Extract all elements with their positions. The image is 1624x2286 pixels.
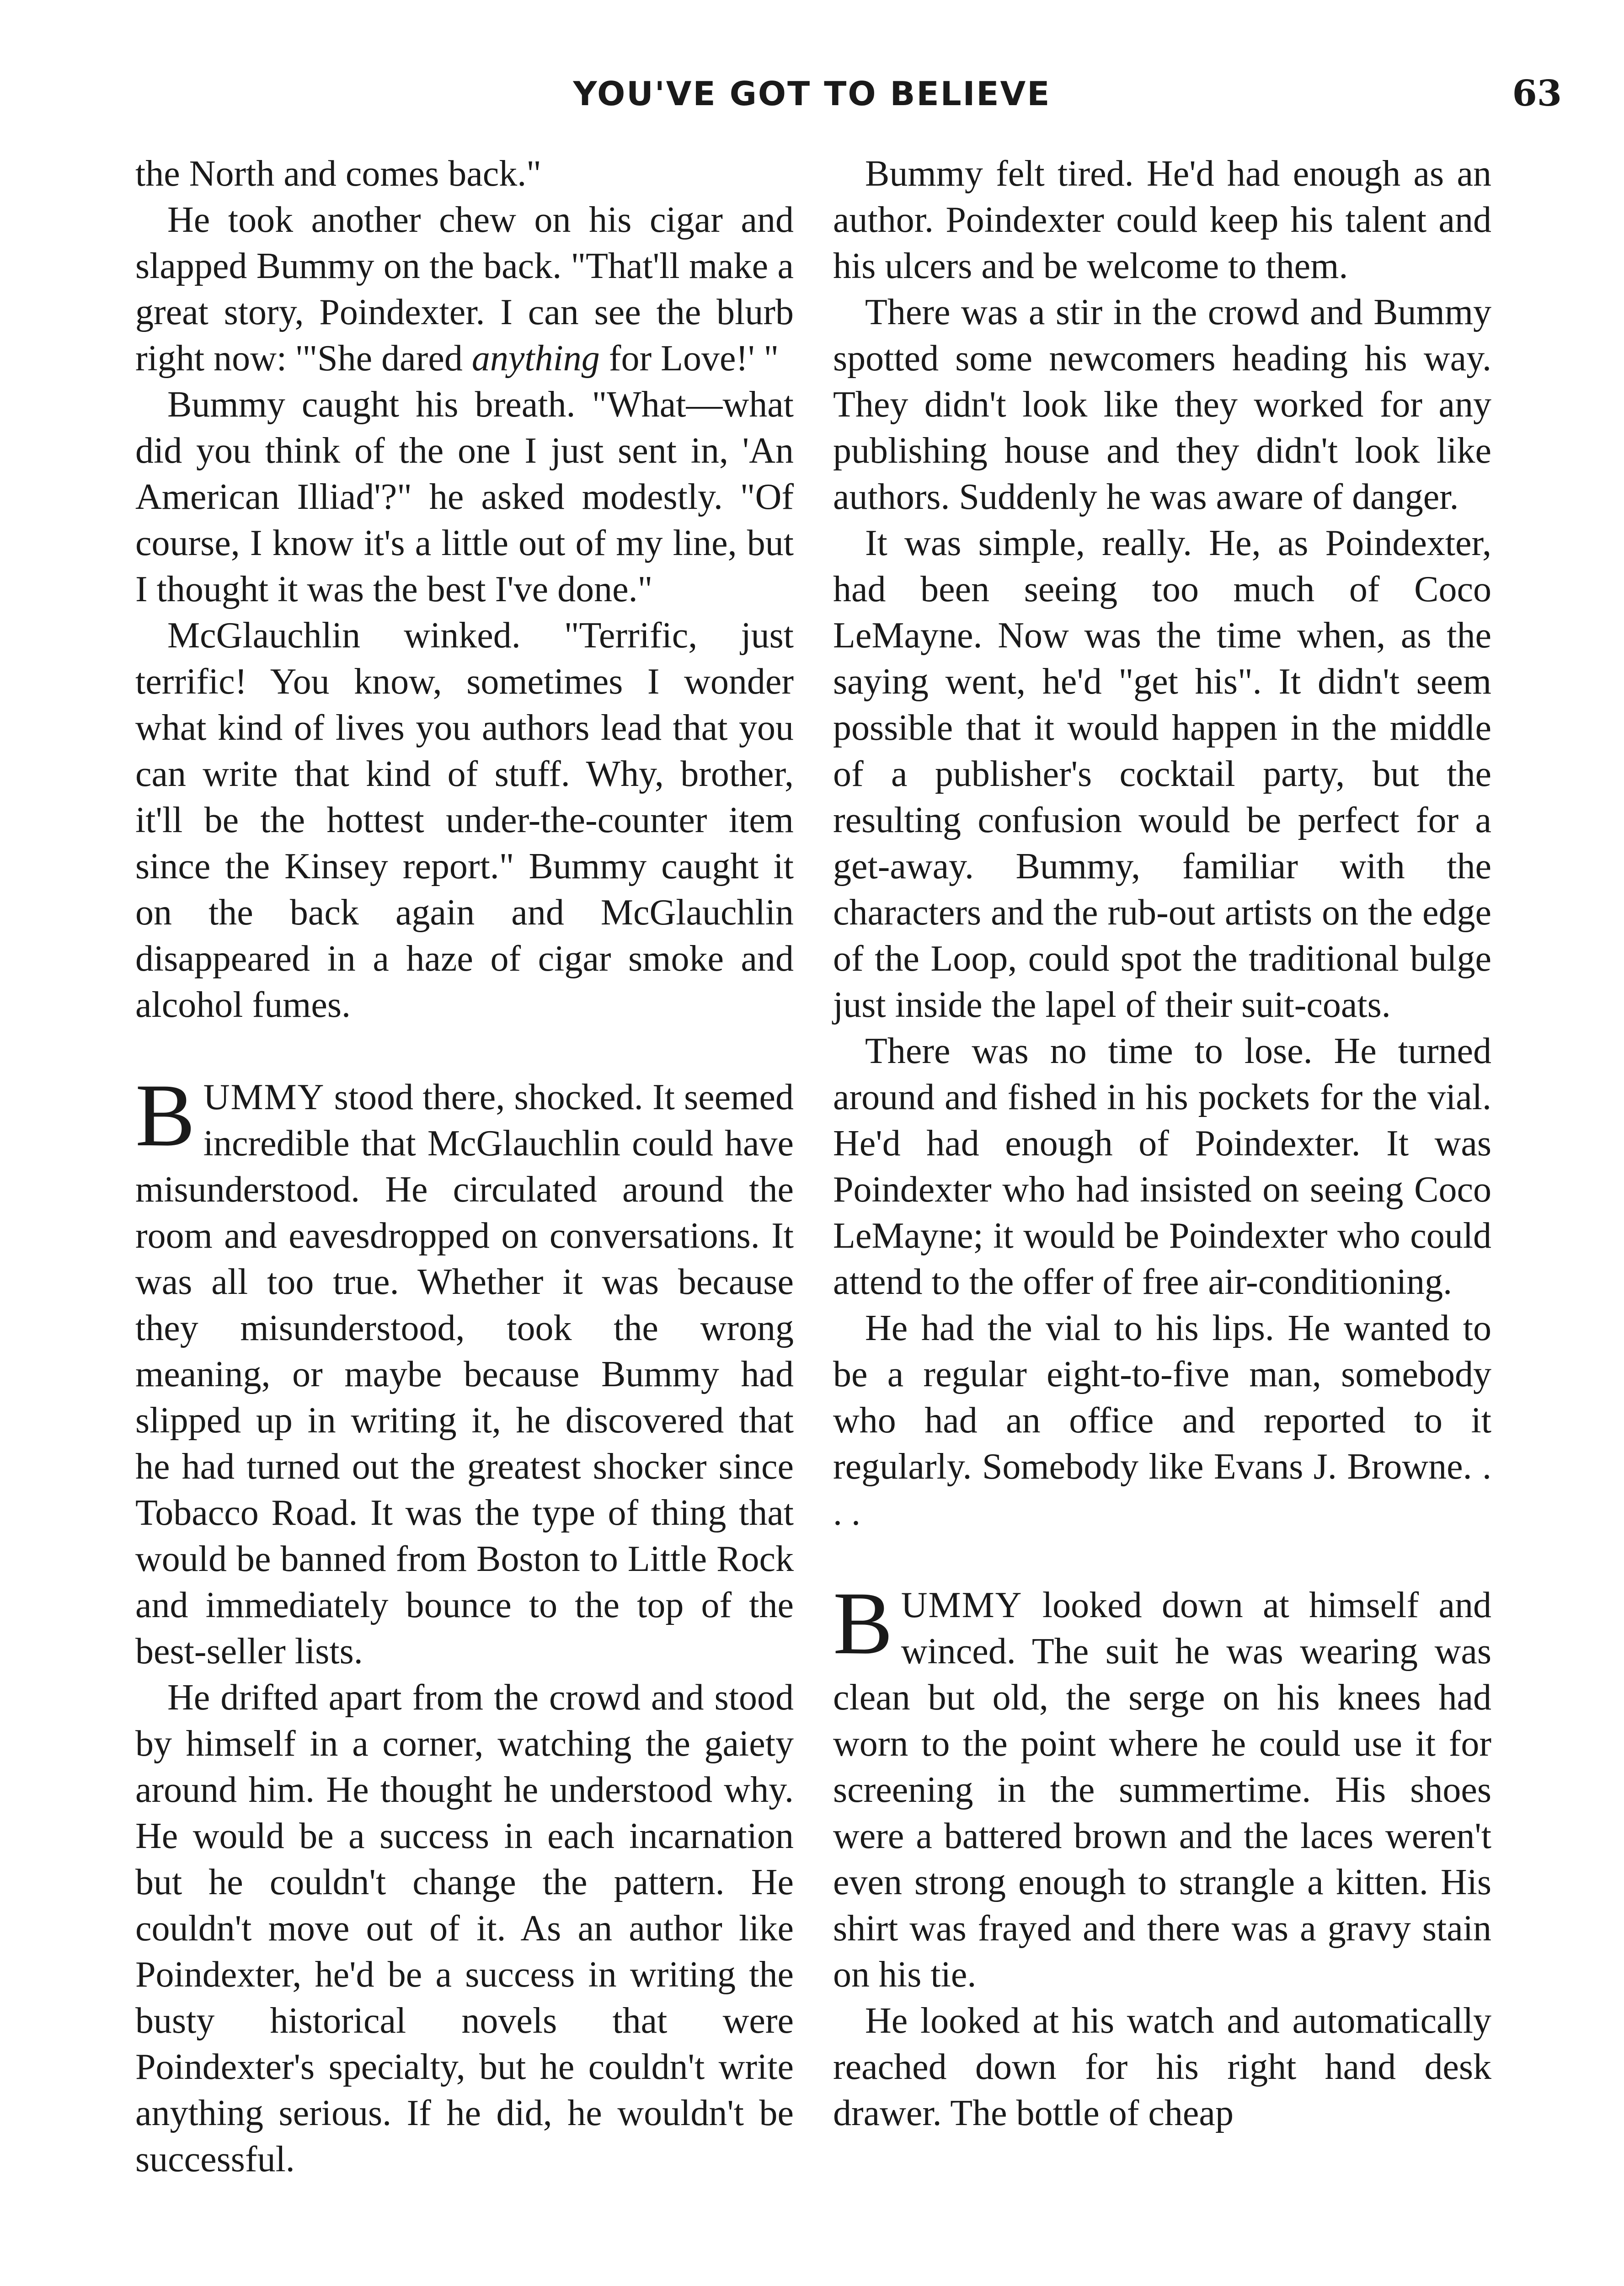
paragraph: He looked at his watch and automatically reached down for his right hand desk drawer. The bottle of cheap bbox=[833, 2001, 1491, 2133]
paragraph: There was a stir in the crowd and Bummy spotted some newcomers heading his way. They didn't look like they worked for any publishing house and they didn't look like authors. Suddenly he was aware of danger. bbox=[833, 292, 1491, 517]
paragraph: Bummy caught his breath. "What—what did you think of the one I just sent in, 'An American Illiad'?" he asked modestly. "Of course, I know it's a little out of my line, but I thought it was the best I've done." bbox=[135, 385, 794, 609]
paragraph: the North and comes back." bbox=[135, 154, 541, 194]
left-column bbox=[135, 151, 794, 2183]
paragraph: Bummy felt tired. He'd had enough as an author. Poindexter could keep his talent and his ulcers and be welcome to them. bbox=[833, 154, 1491, 286]
paragraph: It was simple, really. He, as Poindexter, had been seeing too much of Coco LeMayne. Now was the time when, as the saying went, he'd "get his". It didn't seem possible that it would happen in the middle of a publisher's cocktail party, but the resulting confusion would be perfect for a get-away. Bummy, familiar with the characters and the rub-out artists on the edge of the Loop, could spot the traditional bulge just inside the lapel of their suit-coats. bbox=[833, 523, 1491, 1025]
drop-cap: B bbox=[833, 1574, 893, 1673]
paragraph: He had the vial to his lips. He wanted to be a regular eight-to-five man, somebody who had an office and reported to it regularly. Somebody like Evans J. Browne. . . . bbox=[833, 1308, 1491, 1533]
paragraph: He drifted apart from the crowd and stood by himself in a corner, watching the gaiety around him. He thought he understood why. He would be a success in each incarnation but he couldn't change the pattern. He couldn't move out of it. As an author like Poindexter, he'd be a success in writing the busty historical novels that were Poindexter's specialty, but he couldn't write anything serious. If he did, he wouldn't be successful. bbox=[135, 1677, 794, 2179]
running-header bbox=[0, 69, 1624, 123]
section-opening-paragraph: BUMMY looked down at himself and winced. The suit he was wearing was clean but old, the serge on his knees had worn to the point where he could use it for screening in the summertime. His shoes were a battered brown and the laces weren't even strong enough to strangle a kitten. His shirt was frayed and there was a gravy stain on his tie. bbox=[833, 1574, 1491, 1995]
paragraph: There was no time to lose. He turned around and fished in his pockets for the vial. He'd had enough of Poindexter. It was Poindexter who had insisted on seeing Coco LeMayne; it would be Poindexter who could attend to the offer of free air-conditioning. bbox=[833, 1031, 1491, 1302]
section-opening-paragraph: BUMMY stood there, shocked. It seemed incredible that McGlauchlin could have misunderstood. He circulated around the room and eavesdropped on conversations. It was all too true. Whether it was because they misunderstood, took the wrong meaning, or maybe because Bummy had slipped up in writing it, he discovered that he had turned out the greatest shocker since Tobacco Road. It was the type of thing that would be banned from Boston to Little Rock and immediately bounce to the top of the best-seller lists. bbox=[135, 1066, 794, 1672]
page-number: 63 bbox=[1512, 73, 1562, 114]
drop-cap: B bbox=[135, 1066, 195, 1165]
right-column bbox=[833, 151, 1491, 2136]
paragraph: He took another chew on his cigar and slapped Bummy on the back. "That'll make a great story, Poindexter. I can see the blurb right now: '"She dared anything for Love!' " bbox=[135, 200, 794, 379]
running-title: YOU'VE GOT TO BELIEVE bbox=[573, 75, 1051, 113]
paragraph: McGlauchlin winked. "Terrific, just terrific! You know, sometimes I wonder what kind of lives you authors lead that you can write that kind of stuff. Why, brother, it'll be the hottest under-the-counter item since the Kinsey report." Bummy caught it on the back again and McGlauchlin disappeared in a haze of cigar smoke and alcohol fumes. bbox=[135, 615, 794, 1025]
emphasis: anything bbox=[471, 338, 600, 379]
